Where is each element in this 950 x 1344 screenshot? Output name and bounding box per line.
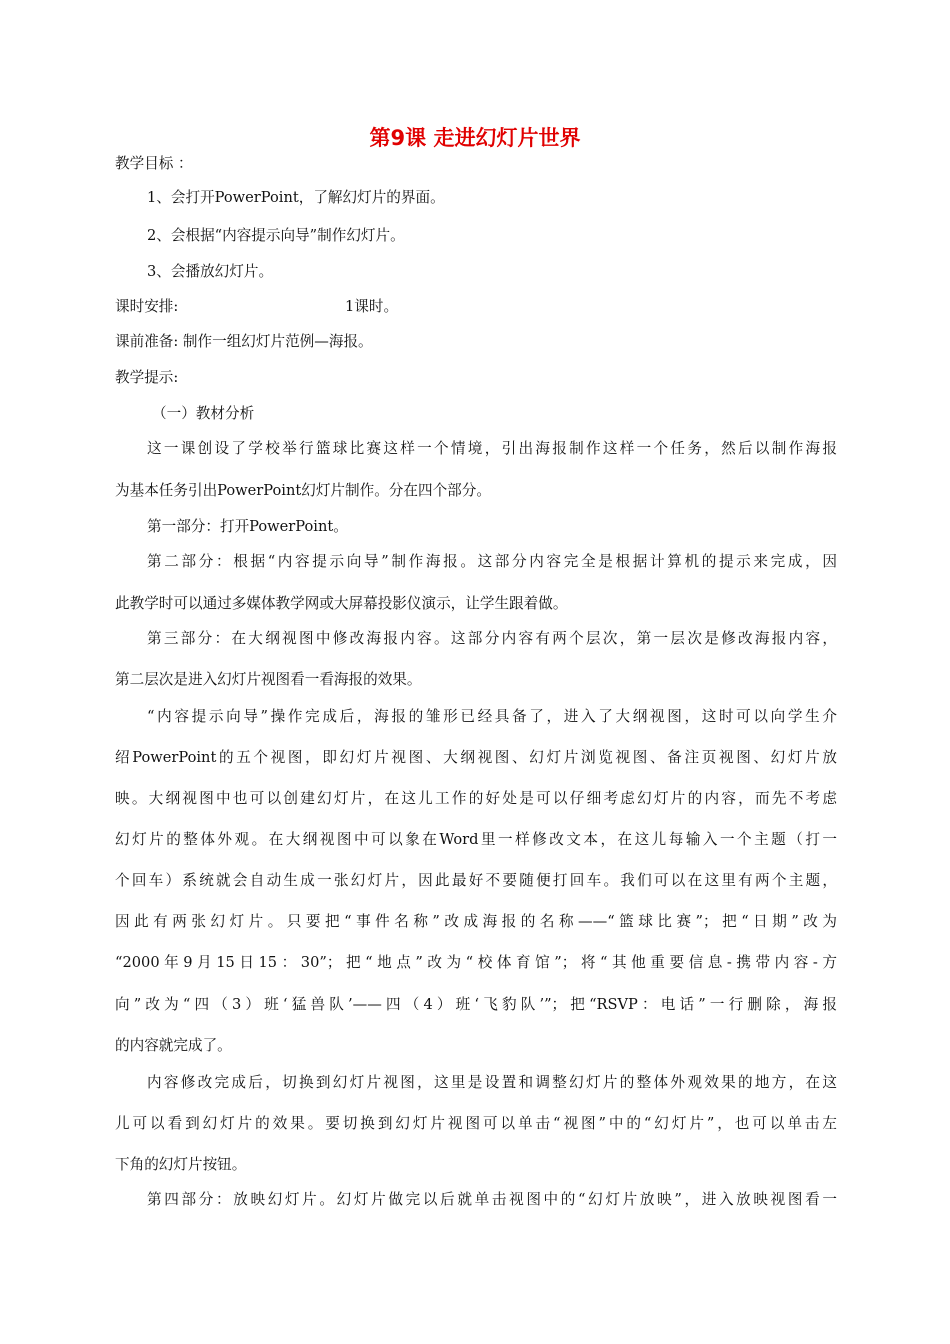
schedule-row bbox=[115, 297, 837, 317]
body-line: 幻灯片的整体外观。在大纲视图中可以象在Word里一样修改文本，在这儿每输入一个主题（打一 bbox=[115, 831, 837, 848]
body-line: 的内容就完成了。 bbox=[115, 1037, 232, 1054]
schedule-label: 课时安排: bbox=[115, 298, 179, 315]
prep-line: 课前准备: 制作一组幻灯片范例—海报。 bbox=[115, 333, 373, 350]
body-line: 向”改为“四（3）班‘猛兽队’——四（4）班‘飞豹队’”；把“RSVP：电话”一行删除，海报 bbox=[115, 996, 837, 1013]
goal-item: 2、会根据“内容提示向导”制作幻灯片。 bbox=[147, 227, 405, 244]
tips-label: 教学提示: bbox=[115, 369, 179, 386]
lesson-title: 第9课 走进幻灯片世界 bbox=[369, 126, 581, 150]
body-line: 第二部分：根据“内容提示向导”制作海报。这部分内容完全是根据计算机的提示来完成，因 bbox=[147, 553, 837, 570]
body-line: 为基本任务引出PowerPoint幻灯片制作。分在四个部分。 bbox=[115, 482, 491, 499]
body-line: 此教学时可以通过多媒体教学网或大屏幕投影仪演示，让学生跟着做。 bbox=[115, 595, 568, 612]
body-line: 第一部分：打开PowerPoint。 bbox=[147, 518, 348, 535]
body-line: 因此有两张幻灯片。只要把“事件名称”改成海报的名称——“篮球比赛”；把“日期”改为 bbox=[115, 913, 837, 930]
body-line: “内容提示向导”操作完成后，海报的雏形已经具备了，进入了大纲视图，这时可以向学生介 bbox=[147, 708, 837, 725]
body-line: “2000年9月15日15：30”；把“地点”改为“校体育馆”；将“其他重要信息-携带内容-方 bbox=[115, 954, 837, 971]
goal-item: 3、会播放幻灯片。 bbox=[147, 263, 274, 280]
body-line: 第四部分：放映幻灯片。幻灯片做完以后就单击视图中的“幻灯片放映”，进入放映视图看一 bbox=[147, 1191, 837, 1208]
teaching-goals-label: 教学目标 ： bbox=[115, 155, 193, 172]
body-line: 映。大纲视图中也可以创建幻灯片，在这儿工作的好处是可以仔细考虑幻灯片的内容，而先不考虑 bbox=[115, 790, 837, 807]
section-heading: （一）教材分析 bbox=[152, 405, 255, 422]
body-line: 第二层次是进入幻灯片视图看一看海报的效果。 bbox=[115, 671, 422, 688]
goal-item: 1、会打开PowerPoint，了解幻灯片的界面。 bbox=[147, 189, 445, 206]
body-line: 绍PowerPoint的五个视图，即幻灯片视图、大纲视图、幻灯片浏览视图、备注页视图、幻灯片放 bbox=[115, 749, 837, 766]
body-line: 这一课创设了学校举行篮球比赛这样一个情境，引出海报制作这样一个任务，然后以制作海报 bbox=[147, 440, 837, 457]
schedule-value: 1课时。 bbox=[345, 298, 399, 315]
body-line: 第三部分：在大纲视图中修改海报内容。这部分内容有两个层次，第一层次是修改海报内容， bbox=[147, 630, 837, 647]
body-line: 个回车）系统就会自动生成一张幻灯片，因此最好不要随便打回车。我们可以在这里有两个主题， bbox=[115, 872, 837, 889]
body-line: 下角的幻灯片按钮。 bbox=[115, 1156, 247, 1173]
body-line: 内容修改完成后，切换到幻灯片视图，这里是设置和调整幻灯片的整体外观效果的地方，在这 bbox=[147, 1074, 837, 1091]
body-line: 儿可以看到幻灯片的效果。要切换到幻灯片视图可以单击“视图”中的“幻灯片”，也可以单击左 bbox=[115, 1115, 837, 1132]
